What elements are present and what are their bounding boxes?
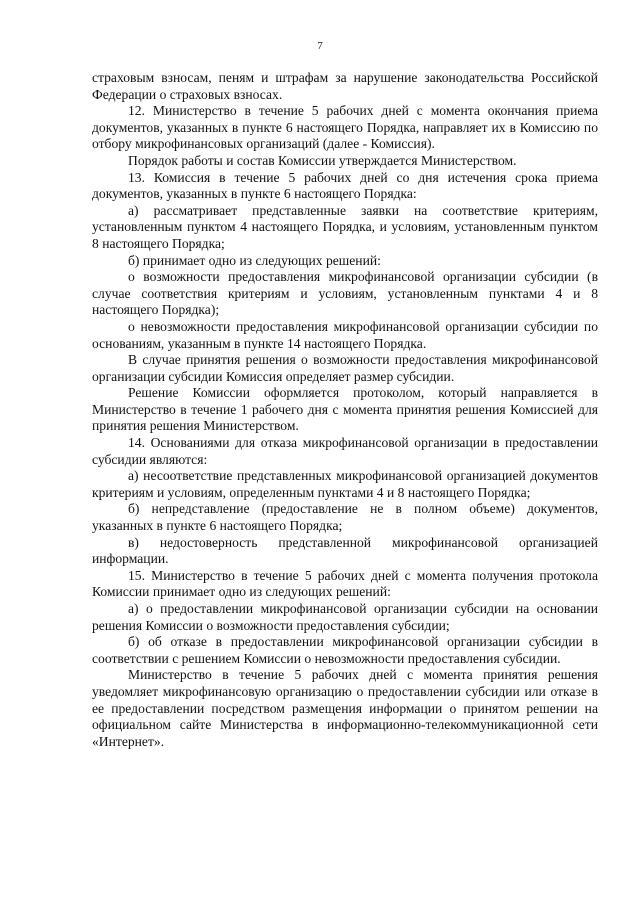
- paragraph: страховым взносам, пеням и штрафам за нарушение законодательства Российской Федерации о страховых взносах.: [92, 70, 598, 102]
- paragraph: б) об отказе в предоставлении микрофинансовой организации субсидии в соответствии с решением Комиссии о невозможности предоставления субсидии.: [92, 634, 598, 666]
- paragraph: 14. Основаниями для отказа микрофинансовой организации в предоставлении субсидии являются:: [92, 435, 598, 467]
- document-body: [92, 70, 598, 750]
- paragraph: а) несоответствие представленных микрофинансовой организацией документов критериям и условиям, определенным пунктами 4 и 8 настоящего Порядка;: [92, 468, 598, 500]
- paragraph: Порядок работы и состав Комиссии утверждается Министерством.: [128, 152, 517, 168]
- paragraph: в) недостоверность представленной микрофинансовой организацией информации.: [92, 534, 598, 567]
- paragraph: а) рассматривает представленные заявки на соответствие критериям, установленным пунктом 4 настоящего Порядка, и условиям, установленным пунктом 8 настоящего Порядка;: [92, 202, 598, 251]
- paragraph: б) непредставление (предоставление не в полном объеме) документов, указанных в пункте 6 настоящего Порядка;: [92, 501, 598, 534]
- paragraph: о невозможности предоставления микрофинансовой организации субсидии по основаниям, указанным в пункте 14 настоящего Порядка.: [92, 318, 598, 351]
- paragraph: а) о предоставлении микрофинансовой организации субсидии на основании решения Комиссии о возможности предоставления субсидии;: [92, 601, 598, 633]
- paragraph: 12. Министерство в течение 5 рабочих дней с момента окончания приема документов, указанных в пункте 6 настоящего Порядка, направляет их в Комиссию по отбору микрофинансовых организаций (далее - Комиссия).: [92, 103, 598, 152]
- paragraph: б) принимает одно из следующих решений:: [128, 252, 381, 268]
- paragraph: Решение Комиссии оформляется протоколом, который направляется в Министерство в течение 1 рабочего дня с момента принятия решения Комиссией для принятия решения Министерством.: [92, 385, 598, 434]
- paragraph: 15. Министерство в течение 5 рабочих дней с момента получения протокола Комиссии принимает одно из следующих решений:: [92, 567, 598, 600]
- paragraph: 13. Комиссия в течение 5 рабочих дней со дня истечения срока приема документов, указанных в пункте 6 настоящего Порядка:: [92, 169, 598, 202]
- paragraph: Министерство в течение 5 рабочих дней с момента принятия решения уведомляет микрофинансовую организацию о предоставлении субсидии или отказе в ее предоставлении посредством размещения информации о принятом решении на официальном сайте Министерства в информационно-телекоммуникационной сети «Интернет».: [92, 667, 598, 749]
- paragraph: В случае принятия решения о возможности предоставления микрофинансовой организации субсидии Комиссия определяет размер субсидии.: [92, 352, 598, 384]
- paragraph: о возможности предоставления микрофинансовой организации субсидии (в случае соответствия критериям и условиям, установленным пунктами 4 и 8 настоящего Порядка);: [92, 269, 598, 318]
- page-number: 7: [317, 40, 323, 52]
